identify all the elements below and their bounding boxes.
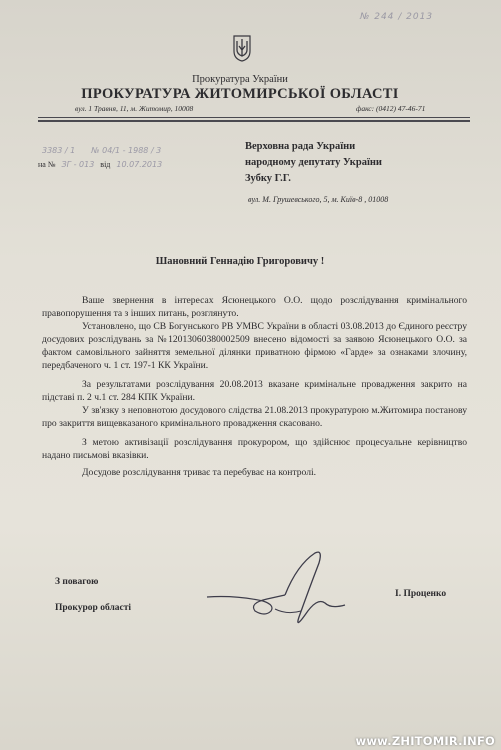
header-divider-thick xyxy=(38,120,470,122)
outgoing-reference-number: № 04/1 - 1988 / 3 xyxy=(91,146,162,155)
corner-handwritten-number: № 244 / 2013 xyxy=(360,12,434,22)
incoming-date-hand: 10.07.2013 xyxy=(116,160,163,169)
coat-of-arms-icon xyxy=(232,34,252,62)
incoming-prefix: на № xyxy=(38,160,56,169)
recipient-address: вул. М. Грушевського, 5, м. Київ-8 , 01008 xyxy=(248,195,389,204)
paragraph-3: За результатами розслідування 20.08.2013 вказане кримінальне провадження закрито на підставі п. 2 ч.1 ст. 284 КПК України. xyxy=(42,379,467,403)
signer-position: Прокурор області xyxy=(55,603,132,613)
paragraph-1: Ваше звернення в інтересах Ясюнецького О.О. щодо розслідування кримінального правопорушення та з інших питань, розглянуто. xyxy=(42,295,467,319)
paragraph-4: У зв'язку з неповнотою досудового слідства 21.08.2013 прокуратурою м.Житомира постанову про закриття вищевказаного кримінального провадження скасовано. xyxy=(42,405,467,429)
office-fax: факс: (0412) 47-46-71 xyxy=(356,104,426,113)
paragraph-5: З метою активізації розслідування прокурором, що здійснює процесуальне керівництво надано письмові вказівки. xyxy=(42,437,467,461)
header-divider xyxy=(38,117,470,118)
incoming-number-hand: ЗГ - 013 xyxy=(61,160,95,169)
prosecutor-general-label: Прокуратура України xyxy=(192,74,288,85)
incoming-reference xyxy=(38,160,162,169)
recipient-line-3: Зубку Г.Г. xyxy=(245,173,291,184)
letter-body xyxy=(42,294,467,479)
handwritten-signature xyxy=(205,545,355,635)
paragraph-2: Установлено, що СВ Богунського РВ УМВС України в області 03.08.2013 до Єдиного реєстру досудових розслідувань за №12013060380002509 внесено відомості за заявою Ясюнецького О.О. за фактом самовільного зайняття земельної ділянки приватною фірмою «Гарде» за ознаками злочину, передбаченого ч. 1 ст. 197-1 КК України. xyxy=(42,321,467,371)
office-name: ПРОКУРАТУРА ЖИТОМИРСЬКОЇ ОБЛАСТІ xyxy=(81,86,399,102)
recipient-line-2: народному депутату України xyxy=(245,157,382,168)
paragraph-6: Досудове розслідування триває та перебуває на контролі. xyxy=(82,467,317,478)
site-watermark: www.ZHITOMIR.INFO xyxy=(355,734,495,748)
outgoing-reference-hand: 3383 / 1 xyxy=(42,146,76,155)
greeting: Шановний Геннадію Григоровичу ! xyxy=(155,256,325,267)
outgoing-reference xyxy=(42,146,161,155)
signer-name: І. Проценко xyxy=(395,589,447,599)
office-address: вул. 1 Травня, 11, м. Житомир, 10008 xyxy=(75,104,194,113)
incoming-from-label: від xyxy=(100,160,111,169)
recipient-line-1: Верховна рада України xyxy=(245,141,356,152)
respect-line: З повагою xyxy=(55,577,99,587)
